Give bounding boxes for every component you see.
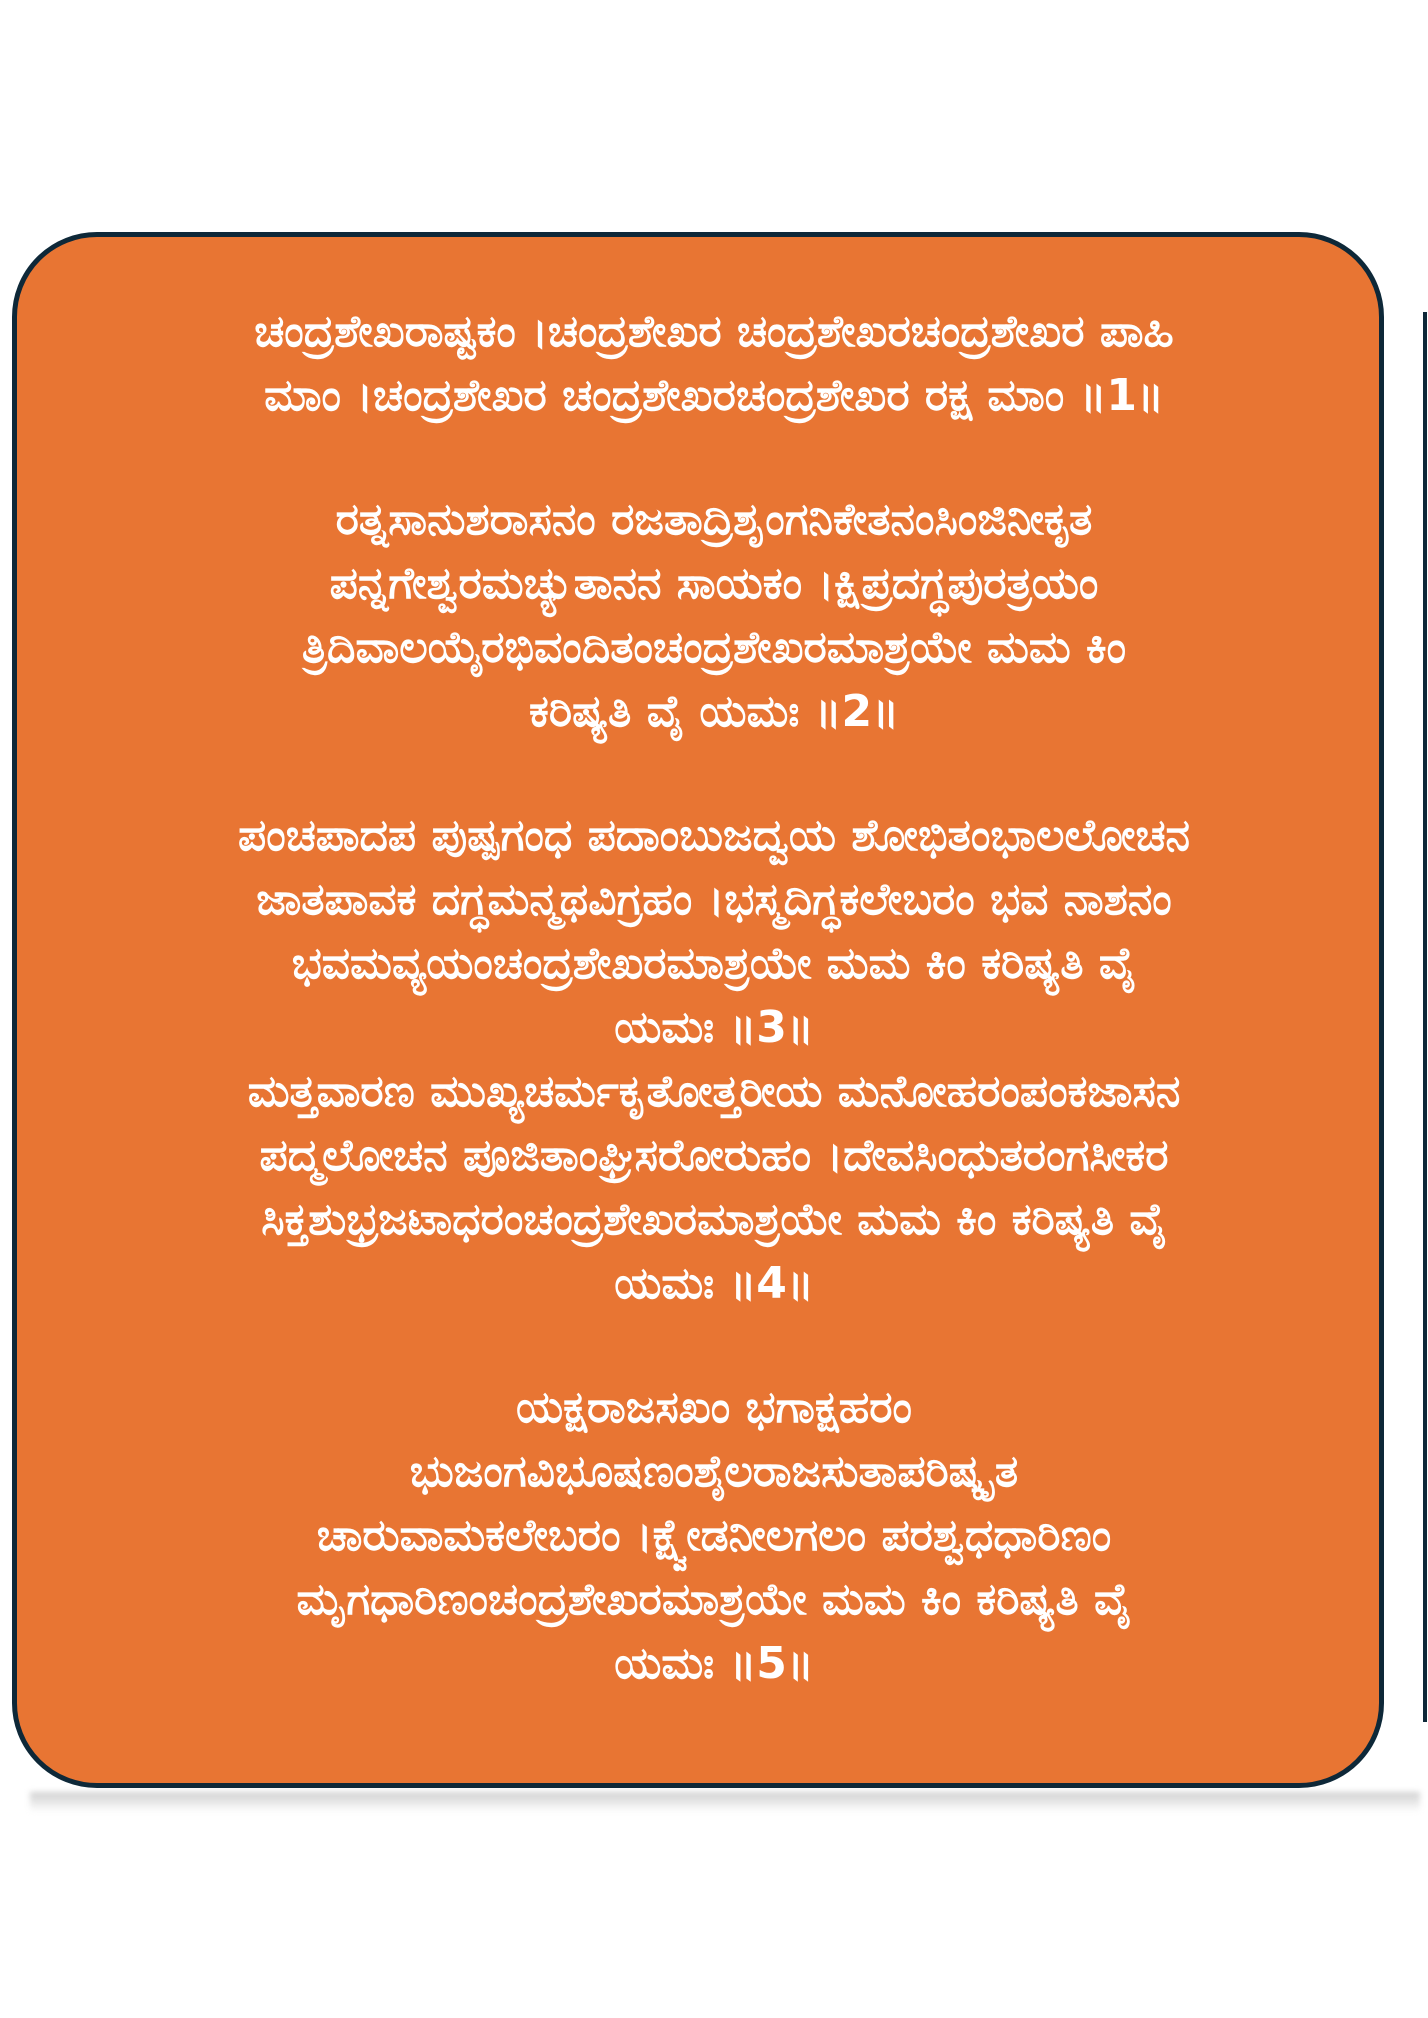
verse-line: ಚಂದ್ರಶೇಖರಾಷ್ಟಕಂ ।ಚಂದ್ರಶೇಖರ ಚಂದ್ರಶೇಖರಚಂದ್ರಶೇಖರ ಪಾಹಿ	[254, 306, 1174, 357]
verse-line: ಪದ್ಮಲೋಚನ ಪೂಜಿತಾಂಘ್ರಿಸರೋರುಹಂ ।ದೇವಸಿಂಧುತರಂಗಸೀಕರ	[259, 1130, 1169, 1181]
verse-line: ಭುಜಂಗವಿಭೂಷಣಂಶೈಲರಾಜಸುತಾಪರಿಷ್ಕೃತ	[409, 1446, 1019, 1497]
verse-line: ಯಕ್ಷರಾಜಸಖಂ ಭಗಾಕ್ಷಹರಂ	[515, 1382, 913, 1433]
verse-line: ಮೃಗಧಾರಿಣಂಚಂದ್ರಶೇಖರಮಾಶ್ರಯೇ ಮಮ ಕಿಂ ಕರಿಷ್ಯತಿ ವೈ	[296, 1574, 1132, 1625]
page-edge-line	[1423, 312, 1427, 1722]
verse-line: ಚಾರುವಾಮಕಲೇಬರಂ ।ಕ್ಷ್ವೇಡನೀಲಗಲಂ ಪರಶ್ವಧಧಾರಿಣಂ	[316, 1510, 1112, 1561]
verse-line: ಮಾಂ ।ಚಂದ್ರಶೇಖರ ಚಂದ್ರಶೇಖರಚಂದ್ರಶೇಖರ ರಕ್ಷ ಮಾಂ ॥1॥	[264, 370, 1164, 421]
stanza-3-4	[40, 804, 1388, 1316]
stanza-1	[40, 300, 1388, 428]
verse-line: ಯಮಃ ॥5॥	[614, 1638, 814, 1689]
verse-line: ಮತ್ತವಾರಣ ಮುಖ್ಯಚರ್ಮಕೃತೋತ್ತರೀಯ ಮನೋಹರಂಪಂಕಜಾಸನ	[247, 1066, 1181, 1117]
verse-line: ರತ್ನಸಾನುಶರಾಸನಂ ರಜತಾದ್ರಿಶೃಂಗನಿಕೇತನಂಸಿಂಜಿನೀಕೃತ	[335, 494, 1093, 545]
verse-line: ಯಮಃ ॥4॥	[614, 1258, 814, 1309]
verse-line: ಯಮಃ ॥3॥	[614, 1002, 814, 1053]
verse-line: ಸಿಕ್ತಶುಭ್ರಜಟಾಧರಂಚಂದ್ರಶೇಖರಮಾಶ್ರಯೇ ಮಮ ಕಿಂ ಕರಿಷ್ಯತಿ ವೈ	[261, 1194, 1167, 1245]
verse-line: ಭವಮವ್ಯಯಂಚಂದ್ರಶೇಖರಮಾಶ್ರಯೇ ಮಮ ಕಿಂ ಕರಿಷ್ಯತಿ ವೈ	[291, 938, 1137, 989]
verse-line: ತ್ರಿದಿವಾಲಯೈರಭಿವಂದಿತಂಚಂದ್ರಶೇಖರಮಾಶ್ರಯೇ ಮಮ ಕಿಂ	[301, 622, 1127, 673]
verse-line: ಪನ್ನಗೇಶ್ವರಮಚ್ಯುತಾನನ ಸಾಯಕಂ ।ಕ್ಷಿಪ್ರದಗ್ಧಪುರತ್ರಯಂ	[329, 558, 1099, 609]
verse-line: ಕರಿಷ್ಯತಿ ವೈ ಯಮಃ ॥2॥	[529, 686, 899, 737]
stanza-5	[40, 1376, 1388, 1696]
card-shadow	[30, 1792, 1420, 1812]
verse-text	[40, 300, 1388, 1696]
verse-line: ಜಾತಪಾವಕ ದಗ್ಧಮನ್ಮಥವಿಗ್ರಹಂ ।ಭಸ್ಮದಿಗ್ಧಕಲೇಬರಂ ಭವ ನಾಶನಂ	[256, 874, 1172, 925]
verse-line: ಪಂಚಪಾದಪ ಪುಷ್ಪಗಂಧ ಪದಾಂಬುಜದ್ವಯ ಶೋಭಿತಂಭಾಲಲೋಚನ	[238, 810, 1190, 861]
stanza-2	[40, 488, 1388, 744]
